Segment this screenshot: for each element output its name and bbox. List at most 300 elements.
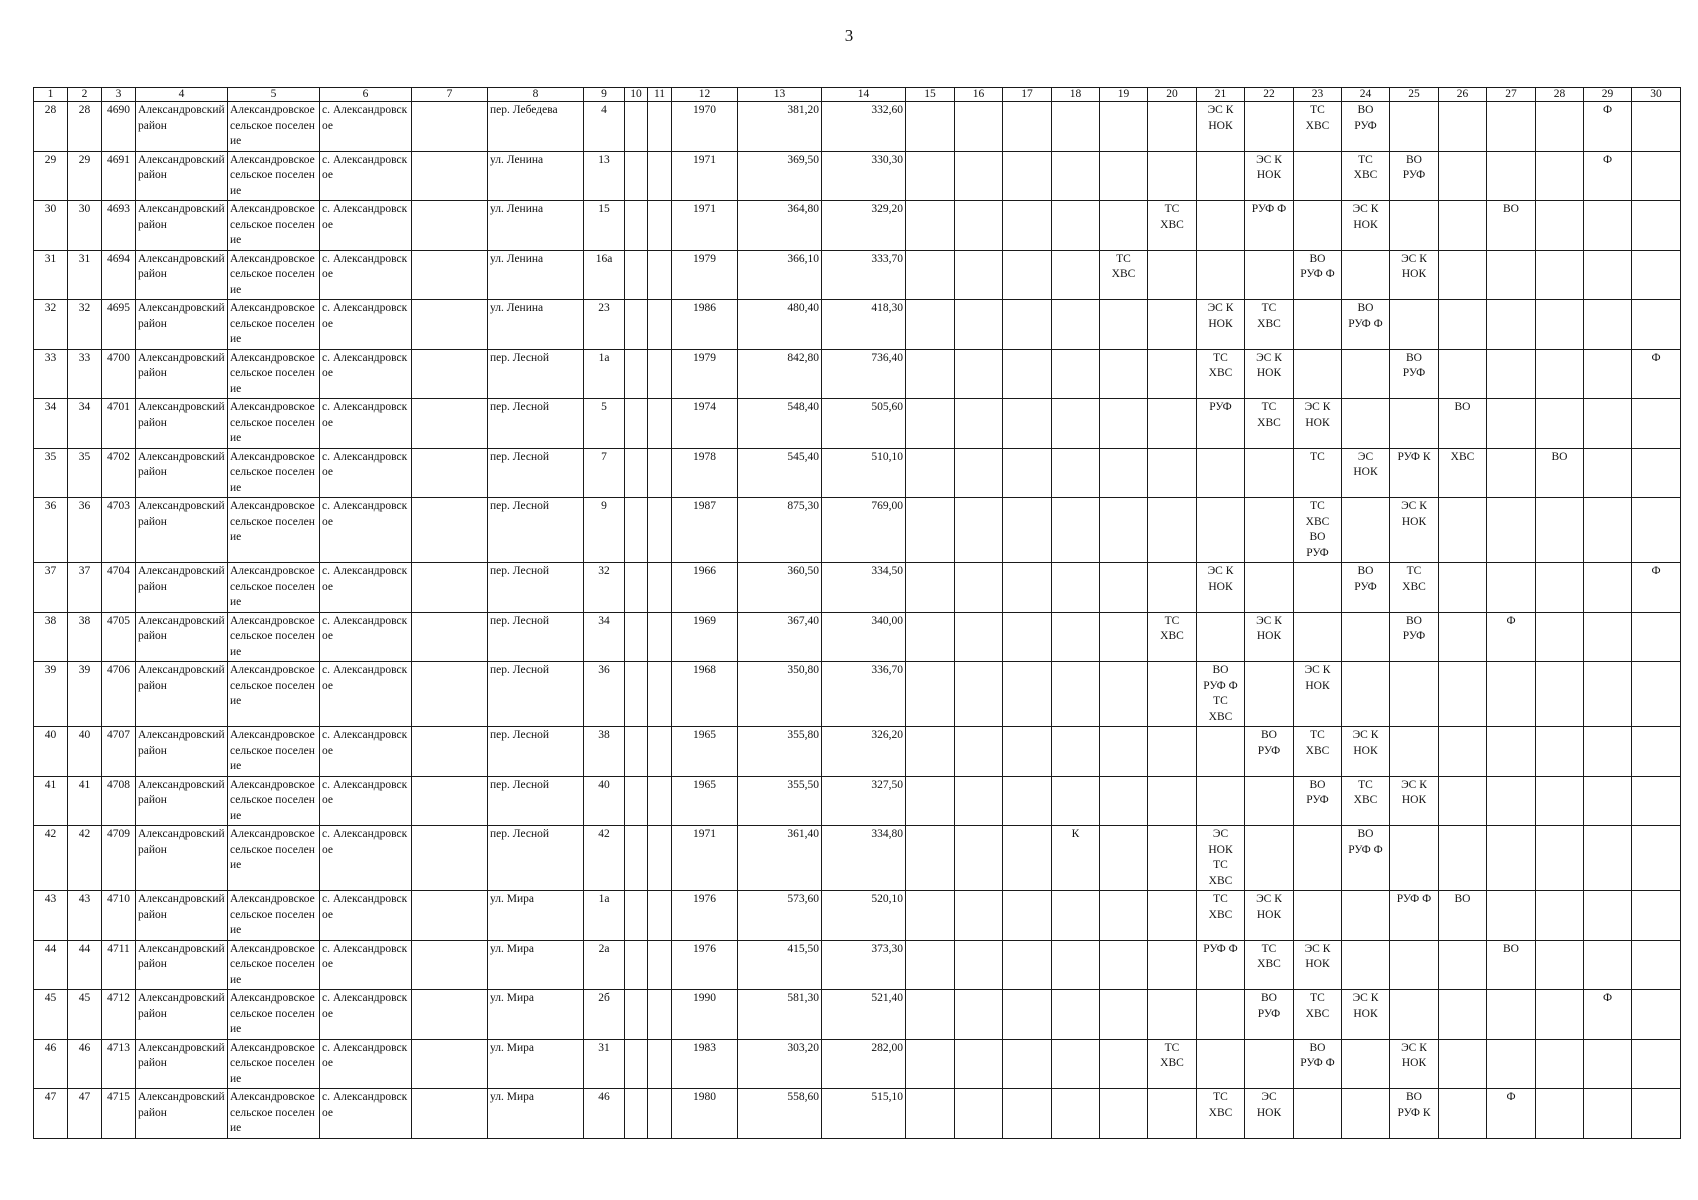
work-code-cell <box>1536 662 1584 727</box>
column-header: 5 <box>228 88 320 102</box>
work-code-cell <box>1390 727 1439 777</box>
settlement-cell: Александровское сельское поселение <box>228 662 320 727</box>
work-code-cell <box>1052 399 1100 449</box>
house-id: 4700 <box>102 349 136 399</box>
work-code: ВО <box>1261 992 1277 1004</box>
work-code-cell <box>1342 940 1390 990</box>
total-area-cell: 415,50 <box>738 940 822 990</box>
house-number-cell: 36 <box>584 662 625 727</box>
work-code-cell <box>1536 448 1584 498</box>
work-code-cell <box>1632 776 1681 826</box>
work-code-cell <box>906 498 955 563</box>
house-id: 4694 <box>102 250 136 300</box>
col7-cell <box>412 151 488 201</box>
column-header: 12 <box>672 88 738 102</box>
work-code-cell <box>1390 940 1439 990</box>
house-number-cell: 2а <box>584 940 625 990</box>
work-code-cell <box>1100 612 1148 662</box>
work-code-cell <box>1632 201 1681 251</box>
locality-cell: с. Александровское <box>320 563 412 613</box>
work-code-cell <box>1536 940 1584 990</box>
row-index: 38 <box>34 612 68 662</box>
work-code: ЭС К <box>1401 252 1427 265</box>
locality-cell: с. Александровское <box>320 399 412 449</box>
row-number: 32 <box>68 300 102 350</box>
work-code: ЭС К <box>1207 302 1234 314</box>
column-header: 17 <box>1003 88 1052 102</box>
work-code-cell <box>1052 727 1100 777</box>
work-code-cell <box>1052 563 1100 613</box>
living-area-cell: 340,00 <box>822 612 906 662</box>
work-code-cell <box>1100 727 1148 777</box>
work-code-cell <box>906 563 955 613</box>
work-code-cell <box>1245 612 1294 662</box>
settlement-cell: Александровское сельское поселение <box>228 612 320 662</box>
work-code-cell <box>1294 891 1342 941</box>
district-cell: Александровский район <box>136 1089 228 1139</box>
work-code: ВО <box>1309 531 1326 543</box>
work-code-cell <box>1052 1089 1100 1139</box>
work-code-cell <box>1294 1089 1342 1139</box>
work-code-cell <box>1536 826 1584 891</box>
work-code: ТС <box>1310 450 1325 463</box>
work-code: ХВС <box>1305 744 1330 757</box>
work-code: РУФ Ф <box>1348 317 1383 330</box>
work-code: ХВС <box>1208 710 1233 723</box>
work-code-cell <box>1003 891 1052 941</box>
settlement-cell: Александровское сельское поселение <box>228 102 320 152</box>
work-code: ТС <box>1358 153 1373 166</box>
work-code-cell <box>1632 891 1681 941</box>
work-code-cell <box>1439 1089 1487 1139</box>
work-code-cell <box>1632 399 1681 449</box>
work-code-cell <box>1100 201 1148 251</box>
work-code-cell <box>1148 151 1197 201</box>
work-code-cell <box>1100 399 1148 449</box>
settlement-cell: Александровское сельское поселение <box>228 349 320 399</box>
col10-cell <box>625 102 648 152</box>
row-number: 46 <box>68 1039 102 1089</box>
district-cell: Александровский район <box>136 151 228 201</box>
col10-cell <box>625 727 648 777</box>
work-code: ХВС <box>1208 874 1233 887</box>
col7-cell <box>412 399 488 449</box>
work-code-cell <box>1100 300 1148 350</box>
work-code-cell <box>1294 102 1342 152</box>
work-code: РУФ <box>1402 367 1426 379</box>
work-code: ЭС К <box>1256 893 1282 905</box>
district-cell: Александровский район <box>136 563 228 613</box>
work-code-cell <box>1487 448 1536 498</box>
work-code-cell <box>1245 201 1294 251</box>
year-built-cell: 1971 <box>672 201 738 251</box>
work-code: ВО <box>1357 828 1374 840</box>
work-code-cell <box>1148 102 1197 152</box>
work-code: НОК <box>1353 1007 1378 1020</box>
work-code-cell <box>906 250 955 300</box>
work-code: НОК <box>1256 169 1282 181</box>
work-code-cell <box>1342 102 1390 152</box>
work-code-cell <box>1294 990 1342 1040</box>
row-number: 42 <box>68 826 102 891</box>
row-index: 37 <box>34 563 68 613</box>
work-code-cell <box>1487 727 1536 777</box>
col11-cell <box>648 151 672 201</box>
work-code-cell <box>1342 776 1390 826</box>
work-code-cell <box>1487 776 1536 826</box>
work-code-cell <box>1390 826 1439 891</box>
district-cell: Александровский район <box>136 250 228 300</box>
work-code-cell <box>1148 300 1197 350</box>
settlement-cell: Александровское сельское поселение <box>228 250 320 300</box>
work-code: ХВС <box>1208 908 1233 921</box>
total-area-cell: 545,40 <box>738 448 822 498</box>
work-code-cell <box>1632 448 1681 498</box>
work-code-cell <box>955 102 1003 152</box>
locality-cell: с. Александровское <box>320 1039 412 1089</box>
work-code-cell <box>1390 1039 1439 1089</box>
house-id: 4693 <box>102 201 136 251</box>
column-header: 21 <box>1197 88 1245 102</box>
work-code-cell <box>1342 1039 1390 1089</box>
work-code-cell <box>1632 151 1681 201</box>
row-index: 35 <box>34 448 68 498</box>
work-code-cell <box>1197 399 1245 449</box>
work-code-cell <box>1197 990 1245 1040</box>
work-code: Ф <box>1602 104 1613 116</box>
work-code-cell <box>1197 250 1245 300</box>
living-area-cell: 334,80 <box>822 826 906 891</box>
year-built-cell: 1987 <box>672 498 738 563</box>
col7-cell <box>412 349 488 399</box>
work-code-cell <box>1536 990 1584 1040</box>
total-area-cell: 573,60 <box>738 891 822 941</box>
col7-cell <box>412 448 488 498</box>
work-code-cell <box>1003 1089 1052 1139</box>
column-header: 4 <box>136 88 228 102</box>
work-code: ХВС <box>1160 218 1184 231</box>
work-code-cell <box>1584 776 1632 826</box>
table-row <box>34 662 1681 727</box>
work-code-cell <box>1487 612 1536 662</box>
work-code-cell <box>1390 891 1439 941</box>
work-code-cell <box>1632 727 1681 777</box>
work-code-cell <box>1342 349 1390 399</box>
work-code-cell <box>1487 102 1536 152</box>
col11-cell <box>648 102 672 152</box>
col7-cell <box>412 940 488 990</box>
living-area-cell: 282,00 <box>822 1039 906 1089</box>
work-code: НОК <box>1353 744 1378 757</box>
table-row <box>34 826 1681 891</box>
year-built-cell: 1968 <box>672 662 738 727</box>
col10-cell <box>625 990 648 1040</box>
work-code-cell <box>1052 662 1100 727</box>
house-number-cell: 40 <box>584 776 625 826</box>
work-code-cell <box>1197 776 1245 826</box>
work-code-cell <box>1439 776 1487 826</box>
col11-cell <box>648 727 672 777</box>
row-index: 30 <box>34 201 68 251</box>
row-number: 37 <box>68 563 102 613</box>
table-row <box>34 1039 1681 1089</box>
work-code-cell <box>955 349 1003 399</box>
column-header: 9 <box>584 88 625 102</box>
work-code: ХВС <box>1111 268 1136 280</box>
district-cell: Александровский район <box>136 498 228 563</box>
total-area-cell: 355,80 <box>738 727 822 777</box>
work-code-cell <box>1390 300 1439 350</box>
work-code: ТС <box>1116 252 1131 265</box>
settlement-cell: Александровское сельское поселение <box>228 826 320 891</box>
row-index: 39 <box>34 662 68 727</box>
row-number: 41 <box>68 776 102 826</box>
work-code-cell <box>1003 662 1052 727</box>
work-code: ВО <box>1309 1041 1326 1054</box>
col11-cell <box>648 990 672 1040</box>
work-code: ЭС К <box>1352 203 1379 215</box>
living-area-cell: 736,40 <box>822 349 906 399</box>
col10-cell <box>625 399 648 449</box>
work-code: ХВС <box>1305 1007 1330 1020</box>
column-header: 22 <box>1245 88 1294 102</box>
column-header: 24 <box>1342 88 1390 102</box>
living-area-cell: 515,10 <box>822 1089 906 1139</box>
work-code-cell <box>1003 498 1052 563</box>
house-number-cell: 15 <box>584 201 625 251</box>
house-number-cell: 16а <box>584 250 625 300</box>
work-code-cell <box>1487 940 1536 990</box>
work-code-cell <box>1536 102 1584 152</box>
work-code: ТС <box>1261 302 1277 314</box>
work-code-cell <box>1245 151 1294 201</box>
work-code: ТС <box>1310 992 1325 1004</box>
work-code-cell <box>1003 727 1052 777</box>
work-code: НОК <box>1401 1057 1427 1069</box>
work-code-cell <box>1439 399 1487 449</box>
col10-cell <box>625 250 648 300</box>
work-code-cell <box>906 399 955 449</box>
col10-cell <box>625 349 648 399</box>
work-code-cell <box>1197 448 1245 498</box>
work-code-cell <box>1584 563 1632 613</box>
work-code-cell <box>1197 662 1245 727</box>
column-header: 7 <box>412 88 488 102</box>
work-code-cell <box>955 300 1003 350</box>
work-code-cell <box>1100 250 1148 300</box>
living-area-cell: 326,20 <box>822 727 906 777</box>
col7-cell <box>412 891 488 941</box>
row-index: 31 <box>34 250 68 300</box>
table-row <box>34 300 1681 350</box>
table-row <box>34 727 1681 777</box>
work-code-cell <box>1439 102 1487 152</box>
row-index: 46 <box>34 1039 68 1089</box>
work-code: ТС <box>1261 942 1277 955</box>
work-code-cell <box>1294 498 1342 563</box>
work-code-cell <box>1003 151 1052 201</box>
work-code: ВО <box>1551 450 1568 463</box>
work-code: НОК <box>1305 679 1330 692</box>
work-code-cell <box>906 102 955 152</box>
work-code-cell <box>1342 498 1390 563</box>
locality-cell: с. Александровское <box>320 826 412 891</box>
work-code-cell <box>1294 612 1342 662</box>
work-code: ВО <box>1309 778 1326 791</box>
work-code-cell <box>1342 201 1390 251</box>
work-code: НОК <box>1353 466 1378 478</box>
house-number-cell: 1а <box>584 349 625 399</box>
district-cell: Александровский район <box>136 201 228 251</box>
house-id: 4695 <box>102 300 136 350</box>
work-code-cell <box>1245 448 1294 498</box>
settlement-cell: Александровское сельское поселение <box>228 201 320 251</box>
year-built-cell: 1978 <box>672 448 738 498</box>
street-cell: ул. Ленина <box>488 300 584 350</box>
work-code-cell <box>1536 399 1584 449</box>
col7-cell <box>412 563 488 613</box>
living-area-cell: 329,20 <box>822 201 906 251</box>
living-area-cell: 520,10 <box>822 891 906 941</box>
table-row <box>34 498 1681 563</box>
work-code: ЭС К <box>1256 351 1282 364</box>
house-number-cell: 9 <box>584 498 625 563</box>
work-code: РУФ Ф <box>1251 203 1287 215</box>
house-number-cell: 42 <box>584 826 625 891</box>
work-code-cell <box>1390 151 1439 201</box>
row-number: 47 <box>68 1089 102 1139</box>
col11-cell <box>648 448 672 498</box>
work-code-cell <box>1342 399 1390 449</box>
work-code: ХВС <box>1402 580 1426 593</box>
street-cell: ул. Ленина <box>488 201 584 251</box>
work-code: ЭС К <box>1256 153 1282 166</box>
work-code-cell <box>1148 990 1197 1040</box>
work-code-cell <box>1197 1089 1245 1139</box>
column-header: 8 <box>488 88 584 102</box>
work-code: ЭС К <box>1207 565 1234 577</box>
work-code-cell <box>1148 1089 1197 1139</box>
work-code: НОК <box>1208 843 1233 856</box>
settlement-cell: Александровское сельское поселение <box>228 990 320 1040</box>
work-code-cell <box>1390 563 1439 613</box>
col10-cell <box>625 826 648 891</box>
work-code: ХВС <box>1208 1106 1233 1119</box>
work-code-cell <box>1245 891 1294 941</box>
settlement-cell: Александровское сельское поселение <box>228 448 320 498</box>
row-number: 29 <box>68 151 102 201</box>
work-code-cell <box>906 300 955 350</box>
work-code: ХВС <box>1257 958 1281 970</box>
work-code-cell <box>1052 300 1100 350</box>
house-id: 4705 <box>102 612 136 662</box>
work-code-cell <box>955 990 1003 1040</box>
work-code: ВО <box>1357 302 1374 314</box>
living-area-cell: 330,30 <box>822 151 906 201</box>
work-code-cell <box>1052 201 1100 251</box>
work-code-cell <box>1003 201 1052 251</box>
work-code: ЭС К <box>1401 500 1427 512</box>
street-cell: пер. Лесной <box>488 498 584 563</box>
work-code-cell <box>1536 776 1584 826</box>
work-code: ТС <box>1213 351 1228 364</box>
work-code: ТС <box>1164 614 1180 627</box>
work-code-cell <box>1100 662 1148 727</box>
work-code-cell <box>906 151 955 201</box>
table-row <box>34 151 1681 201</box>
work-code: НОК <box>1401 794 1427 806</box>
year-built-cell: 1971 <box>672 826 738 891</box>
work-code-cell <box>955 940 1003 990</box>
work-code-cell <box>1584 891 1632 941</box>
work-code-cell <box>1342 612 1390 662</box>
work-code-cell <box>906 1039 955 1089</box>
column-header: 15 <box>906 88 955 102</box>
settlement-cell: Александровское сельское поселение <box>228 300 320 350</box>
year-built-cell: 1976 <box>672 891 738 941</box>
work-code-cell <box>1148 250 1197 300</box>
work-code-cell <box>955 776 1003 826</box>
work-code-cell <box>1342 300 1390 350</box>
work-code-cell <box>1294 662 1342 727</box>
col11-cell <box>648 940 672 990</box>
work-code-cell <box>1632 300 1681 350</box>
house-number-cell: 7 <box>584 448 625 498</box>
work-code-cell <box>1632 1039 1681 1089</box>
work-code: ТС <box>1310 500 1325 512</box>
work-code-cell <box>1390 498 1439 563</box>
col11-cell <box>648 1039 672 1089</box>
row-index: 42 <box>34 826 68 891</box>
work-code-cell <box>1294 300 1342 350</box>
work-code-cell <box>1584 201 1632 251</box>
year-built-cell: 1970 <box>672 102 738 152</box>
work-code: РУФ <box>1354 119 1377 132</box>
row-number: 39 <box>68 662 102 727</box>
row-number: 40 <box>68 727 102 777</box>
work-code-cell <box>906 1089 955 1139</box>
locality-cell: с. Александровское <box>320 250 412 300</box>
district-cell: Александровский район <box>136 1039 228 1089</box>
work-code-cell <box>1294 151 1342 201</box>
work-code: ВО <box>1309 252 1326 265</box>
work-code-cell <box>1632 662 1681 727</box>
total-area-cell: 367,40 <box>738 612 822 662</box>
row-number: 34 <box>68 399 102 449</box>
locality-cell: с. Александровское <box>320 990 412 1040</box>
work-code-cell <box>1439 662 1487 727</box>
work-code-cell <box>1439 250 1487 300</box>
work-code-cell <box>1390 102 1439 152</box>
work-code: НОК <box>1353 218 1378 231</box>
work-code: ЭС <box>1212 828 1229 840</box>
work-code-cell <box>1487 1039 1536 1089</box>
work-code-cell <box>1294 201 1342 251</box>
work-code-cell <box>1390 399 1439 449</box>
col10-cell <box>625 563 648 613</box>
work-code-cell <box>1197 563 1245 613</box>
work-code-cell <box>1390 776 1439 826</box>
work-code-cell <box>1342 151 1390 201</box>
total-area-cell: 558,60 <box>738 1089 822 1139</box>
work-code: РУФ <box>1257 1007 1281 1020</box>
col10-cell <box>625 1039 648 1089</box>
work-code-cell <box>1197 151 1245 201</box>
work-code: НОК <box>1208 317 1233 330</box>
work-code-cell <box>1536 612 1584 662</box>
work-code-cell <box>1487 498 1536 563</box>
living-area-cell: 505,60 <box>822 399 906 449</box>
